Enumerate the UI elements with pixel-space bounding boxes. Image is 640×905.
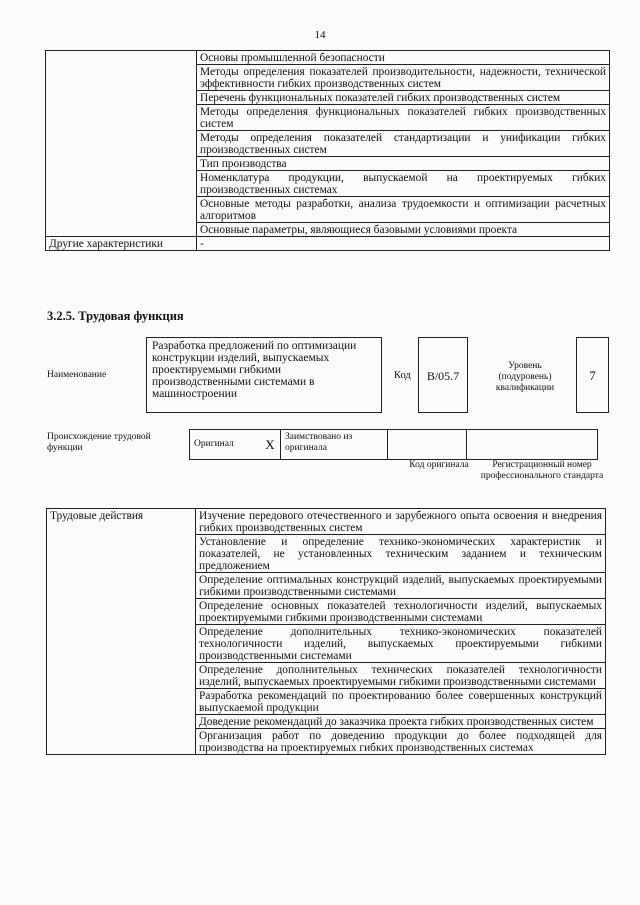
knowledge-row: Основы промышленной безопасности xyxy=(197,51,610,65)
knowledge-label-cell xyxy=(46,51,197,237)
labor-action-row: Доведение рекомендаций до заказчика проекта гибких производственных систем xyxy=(196,715,606,729)
labor-action-row: Определение дополнительных технических показателей технологичности изделий, выпускаемых проектируемыми гибкими производственными системами xyxy=(196,663,606,689)
qualification-level-label: Уровень (подуровень) квалификации xyxy=(495,361,555,393)
knowledge-table xyxy=(45,50,610,251)
labor-action-row: Изучение передового отечественного и зарубежного опыта освоения и внедрения гибких производственных систем xyxy=(196,509,606,535)
labor-action-row: Разработка рекомендаций по проектированию более совершенных конструкций выпускаемой продукции xyxy=(196,689,606,715)
page-number: 14 xyxy=(314,29,326,41)
labor-actions-label: Трудовые действия xyxy=(47,509,196,755)
original-label: Оригинал xyxy=(190,430,261,460)
qualification-level-box: 7 xyxy=(576,337,609,413)
function-name-box: Разработка предложений по оптимизации конструкции изделий, выпускаемых проектируемыми гибкими производственными системами в машиностроении xyxy=(146,337,382,413)
section-heading: 3.2.5. Трудовая функция xyxy=(47,309,184,323)
origin-table xyxy=(189,429,598,460)
code-label: Код xyxy=(394,370,411,381)
labor-action-row: Определение оптимальных конструкций изделий, выпускаемых проектируемыми гибкими производственными системами xyxy=(196,573,606,599)
function-code-box: B/05.7 xyxy=(418,337,468,413)
knowledge-row: Перечень функциональных показателей гибких производственных систем xyxy=(197,91,610,105)
name-label: Наименование xyxy=(47,370,107,380)
borrowed-label: Заимствовано из оригинала xyxy=(281,430,388,460)
original-mark: X xyxy=(260,430,281,460)
knowledge-row: Основные параметры, являющиеся базовыми условиями проекта xyxy=(197,223,610,237)
knowledge-row: Методы определения функциональных показателей гибких производственных систем xyxy=(197,105,610,131)
origin-code-cell xyxy=(388,430,467,460)
labor-action-row: Определение основных показателей технологичности изделий, выпускаемых проектируемыми гибкими производственными системами xyxy=(196,599,606,625)
knowledge-row: Основные методы разработки, анализа трудоемкости и оптимизации расчетных алгоритмов xyxy=(197,197,610,223)
origin-label: Происхождение трудовой функции xyxy=(47,432,151,453)
other-characteristics-label: Другие характеристики xyxy=(46,237,197,251)
reg-number-cell xyxy=(467,430,598,460)
labor-action-row: Организация работ по доведению продукции до более подходящей для производства на проектируемых гибких производственных системах xyxy=(196,729,606,755)
labor-action-row: Установление и определение технико-экономических характеристик и показателей, не установленных техническим заданием и техническим предложением xyxy=(196,535,606,573)
labor-action-row: Определение дополнительных технико-экономических показателей технологичности изделий, выпускаемых проектируемыми гибкими производственными системами xyxy=(196,625,606,663)
origin-code-caption: Код оригинала xyxy=(409,460,469,470)
other-characteristics-value: - xyxy=(197,237,610,251)
knowledge-row: Тип производства xyxy=(197,157,610,171)
knowledge-row: Методы определения показателей производительности, надежности, технической эффективности гибких производственных систем xyxy=(197,65,610,91)
knowledge-row: Методы определения показателей стандартизации и унификации гибких производственных систем xyxy=(197,131,610,157)
knowledge-row: Номенклатура продукции, выпускаемой на проектируемых гибких производственных системах xyxy=(197,171,610,197)
reg-number-caption: Регистрационный номер профессионального стандарта xyxy=(480,460,604,481)
labor-actions-table xyxy=(46,508,606,755)
